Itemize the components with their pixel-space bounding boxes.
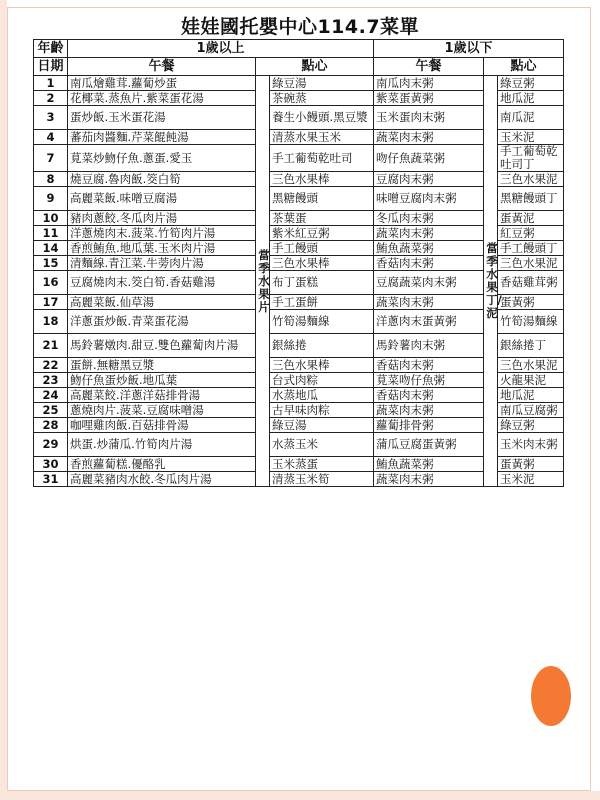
lunch-over-one: 花椰菜.蒸魚片.紫菜蛋花湯: [68, 91, 256, 106]
lunch-over-one: 高麗菜豬肉水餃.冬瓜肉片湯: [68, 472, 256, 487]
snack-over-one: 清蒸水果玉米: [270, 130, 374, 145]
lunch-header-over-one: 午餐: [68, 58, 256, 76]
lunch-over-one: 高麗菜飯.味噌豆腐湯: [68, 187, 256, 211]
snack-under-one: 手工饅頭丁: [498, 241, 564, 256]
lunch-under-one: 馬鈴薯肉末粥: [374, 334, 484, 358]
snack-under-one: 黑糖饅頭丁: [498, 187, 564, 211]
snack-under-one: 綠豆粥: [498, 418, 564, 433]
lunch-under-one: 豆腐肉末粥: [374, 172, 484, 187]
date-cell: 25: [34, 403, 68, 418]
snack-under-one: 香菇雞茸粥: [498, 271, 564, 295]
snack-over-one: 竹筍湯麵線: [270, 310, 374, 334]
snack-under-one: 玉米泥: [498, 472, 564, 487]
snack-over-one: 銀絲捲: [270, 334, 374, 358]
snack-under-one: 手工葡萄乾吐司丁: [498, 145, 564, 172]
lunch-over-one: 豬肉蔥餃.冬瓜肉片湯: [68, 211, 256, 226]
age-group-over-one: 1歲以上: [68, 40, 374, 58]
date-label: 日期: [34, 58, 68, 76]
snack-under-one: 蛋黃粥: [498, 457, 564, 472]
date-cell: 29: [34, 433, 68, 457]
lunch-over-one: 莧菜炒魩仔魚.蔥蛋.愛玉: [68, 145, 256, 172]
snack-header-under-one: 點心: [484, 58, 564, 76]
snack-over-one: 紫米紅豆粥: [270, 226, 374, 241]
lunch-under-one: 洋蔥肉末蛋黃粥: [374, 310, 484, 334]
snack-under-one: 紅豆粥: [498, 226, 564, 241]
snack-under-one: 蛋黃泥: [498, 211, 564, 226]
season-fruit-over-one-text: 當季水果片: [258, 247, 270, 314]
lunch-under-one: 玉米蛋肉末粥: [374, 106, 484, 130]
snack-under-one: 南瓜豆腐粥: [498, 403, 564, 418]
date-cell: 23: [34, 373, 68, 388]
snack-under-one: 綠豆粥: [498, 76, 564, 91]
snack-over-one: 黑糖饅頭: [270, 187, 374, 211]
lunch-over-one: 馬鈴薯燉肉.甜豆.雙色蘿蔔肉片湯: [68, 334, 256, 358]
lunch-over-one: 清麵線.青江菜.牛蒡肉片湯: [68, 256, 256, 271]
decorative-orange-oval: [531, 666, 571, 726]
lunch-under-one: 蒲瓜豆腐蛋黃粥: [374, 433, 484, 457]
snack-over-one: 清蒸玉米筍: [270, 472, 374, 487]
date-cell: 18: [34, 310, 68, 334]
lunch-over-one: 高麗菜飯.仙草湯: [68, 295, 256, 310]
snack-over-one: 三色水果棒: [270, 358, 374, 373]
lunch-over-one: 南瓜燴雞茸.蘿蔔炒蛋: [68, 76, 256, 91]
snack-over-one: 三色水果棒: [270, 256, 374, 271]
date-cell: 15: [34, 256, 68, 271]
date-cell: 21: [34, 334, 68, 358]
lunch-over-one: 蛋炒飯.玉米蛋花湯: [68, 106, 256, 130]
snack-under-one: 蛋黃粥: [498, 295, 564, 310]
snack-under-one: 玉米肉末粥: [498, 433, 564, 457]
snack-over-one: 茶碗蒸: [270, 91, 374, 106]
lunch-under-one: 蔬菜肉末粥: [374, 472, 484, 487]
date-cell: 9: [34, 187, 68, 211]
date-cell: 16: [34, 271, 68, 295]
date-cell: 7: [34, 145, 68, 172]
lunch-under-one: 蔬菜肉末粥: [374, 403, 484, 418]
lunch-under-one: 鮪魚蔬菜粥: [374, 241, 484, 256]
snack-over-one: 手工饅頭: [270, 241, 374, 256]
lunch-under-one: 蔬菜肉末粥: [374, 295, 484, 310]
lunch-over-one: 燒豆腐.魯肉飯.筊白筍: [68, 172, 256, 187]
age-header-row: [34, 40, 564, 58]
date-cell: 4: [34, 130, 68, 145]
date-cell: 8: [34, 172, 68, 187]
snack-under-one: 南瓜泥: [498, 106, 564, 130]
page-title: 娃娃國托嬰中心114.7菜單: [180, 16, 420, 38]
lunch-under-one: 吻仔魚蔬菜粥: [374, 145, 484, 172]
snack-under-one: 火龍果泥: [498, 373, 564, 388]
lunch-under-one: 味噌豆腐肉末粥: [374, 187, 484, 211]
snack-over-one: 手工蛋餅: [270, 295, 374, 310]
snack-under-one: 三色水果泥: [498, 256, 564, 271]
lunch-under-one: 豆腐蔬菜肉末粥: [374, 271, 484, 295]
lunch-over-one: 烘蛋.炒蒲瓜.竹筍肉片湯: [68, 433, 256, 457]
date-cell: 10: [34, 211, 68, 226]
date-cell: 31: [34, 472, 68, 487]
snack-over-one: 綠豆湯: [270, 76, 374, 91]
menu-row: [34, 76, 564, 91]
lunch-over-one: 咖哩雞肉飯.百菇排骨湯: [68, 418, 256, 433]
snack-under-one: 三色水果泥: [498, 172, 564, 187]
snack-over-one: 綠豆湯: [270, 418, 374, 433]
date-cell: 1: [34, 76, 68, 91]
age-group-under-one: 1歲以下: [374, 40, 564, 58]
lunch-over-one: 洋蔥蛋炒飯.青菜蛋花湯: [68, 310, 256, 334]
lunch-under-one: 香菇肉末粥: [374, 358, 484, 373]
date-cell: 17: [34, 295, 68, 310]
lunch-under-one: 鮪魚蔬菜粥: [374, 457, 484, 472]
snack-under-one: 地瓜泥: [498, 91, 564, 106]
lunch-over-one: 洋蔥燒肉末.菠菜.竹筍肉片湯: [68, 226, 256, 241]
lunch-over-one: 豆腐燒肉末.筊白筍.香菇雞湯: [68, 271, 256, 295]
lunch-under-one: 蔬菜肉末粥: [374, 130, 484, 145]
lunch-under-one: 冬瓜肉末粥: [374, 211, 484, 226]
snack-under-one: 三色水果泥: [498, 358, 564, 373]
meal-header-row: [34, 58, 564, 76]
lunch-under-one: 蘿蔔排骨粥: [374, 418, 484, 433]
menu-table: [33, 39, 564, 487]
snack-over-one: 台式肉粽: [270, 373, 374, 388]
lunch-under-one: 蔬菜肉末粥: [374, 226, 484, 241]
date-cell: 22: [34, 358, 68, 373]
season-fruit-under-one-text: 當季水果丁/泥: [486, 241, 502, 320]
menu-body: [34, 76, 564, 487]
snack-header-over-one: 點心: [256, 58, 374, 76]
lunch-over-one: 蔥燒肉片.菠菜.豆腐味噌湯: [68, 403, 256, 418]
date-cell: 2: [34, 91, 68, 106]
season-fruit-under-one: [484, 76, 502, 487]
snack-over-one: 三色水果棒: [270, 172, 374, 187]
snack-over-one: 古早味肉粽: [270, 403, 374, 418]
season-fruit-over-one: [256, 76, 270, 487]
snack-under-one: 地瓜泥: [498, 388, 564, 403]
date-cell: 24: [34, 388, 68, 403]
lunch-over-one: 蛋餅.無糖黑豆漿: [68, 358, 256, 373]
date-cell: 28: [34, 418, 68, 433]
snack-over-one: 茶葉蛋: [270, 211, 374, 226]
date-cell: 11: [34, 226, 68, 241]
page-bottom-border: [0, 791, 600, 800]
snack-over-one: 養生小饅頭.黑豆漿: [270, 106, 374, 130]
snack-over-one: 手工葡萄乾吐司: [270, 145, 374, 172]
age-label: 年齡: [34, 40, 68, 58]
snack-over-one: 布丁蛋糕: [270, 271, 374, 295]
lunch-under-one: 香菇肉末粥: [374, 388, 484, 403]
snack-under-one: 竹筍湯麵線: [498, 310, 564, 334]
lunch-over-one: 高麗菜餃.洋蔥洋菇排骨湯: [68, 388, 256, 403]
lunch-under-one: 紫菜蛋黃粥: [374, 91, 484, 106]
date-cell: 14: [34, 241, 68, 256]
lunch-over-one: 蕃茄肉醬麵.芹菜餛飩湯: [68, 130, 256, 145]
lunch-under-one: 香菇肉末粥: [374, 256, 484, 271]
lunch-header-under-one: 午餐: [374, 58, 484, 76]
snack-over-one: 玉米蒸蛋: [270, 457, 374, 472]
snack-under-one: 玉米泥: [498, 130, 564, 145]
lunch-over-one: 香煎蘿蔔糕.優酪乳: [68, 457, 256, 472]
snack-over-one: 水蒸玉米: [270, 433, 374, 457]
snack-over-one: 水蒸地瓜: [270, 388, 374, 403]
date-cell: 3: [34, 106, 68, 130]
page-side-border: [0, 0, 7, 800]
lunch-over-one: 香煎鮪魚.地瓜葉.玉米肉片湯: [68, 241, 256, 256]
lunch-over-one: 魩仔魚蛋炒飯.地瓜葉: [68, 373, 256, 388]
date-cell: 30: [34, 457, 68, 472]
snack-under-one: 銀絲捲丁: [498, 334, 564, 358]
lunch-under-one: 南瓜肉末粥: [374, 76, 484, 91]
lunch-under-one: 莧菜吻仔魚粥: [374, 373, 484, 388]
